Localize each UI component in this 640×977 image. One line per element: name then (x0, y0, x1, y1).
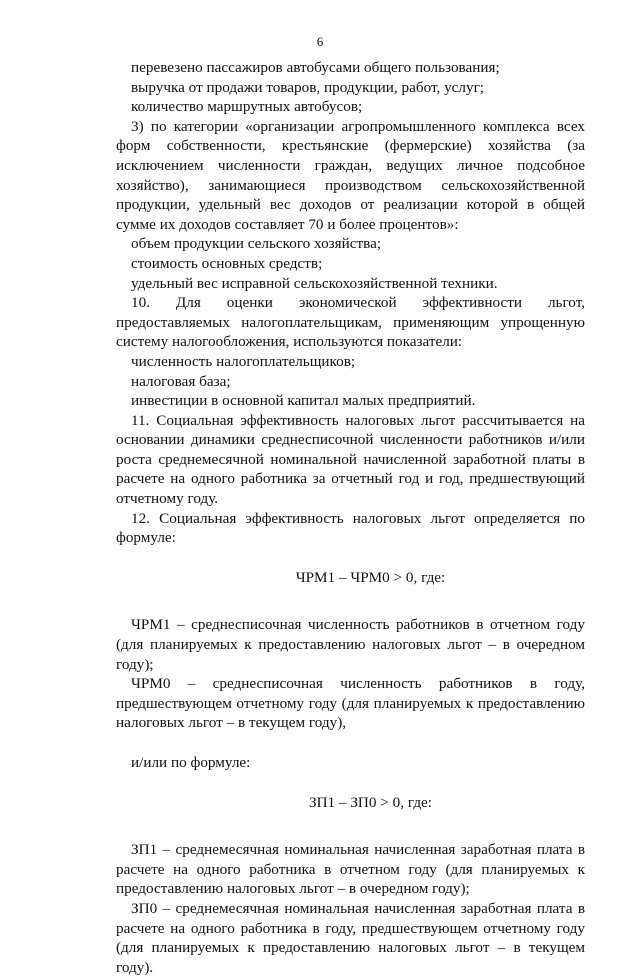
page-number: 6 (316, 34, 324, 49)
formula-intro: и/или по формуле: (131, 754, 251, 771)
list-item: удельный вес исправной сельскохозяйственной техники. (131, 274, 498, 292)
formula: ЧРМ1 – ЧРМ0 > 0, где: (295, 568, 446, 586)
paragraph: 11. Социальная эффективность налоговых льгот рассчитывается на основании динамики среднесписочной численности работников и/или роста среднемесячной номинальной начисленной заработной платы в расчете на одного работника за отчетный год и год, предшествующий отчетному году. (116, 411, 585, 508)
list-item: инвестиции в основной капитал малых предприятий. (131, 392, 476, 410)
list-item: налоговая база; (131, 372, 231, 390)
list-item: количество маршрутных автобусов; (131, 98, 363, 116)
paragraph: 10. Для оценки экономической эффективности льгот, предоставляемых налогоплательщикам, применяющим упрощенную систему налогообложения, используются показатели: (116, 294, 585, 351)
formula: ЗП1 – ЗП0 > 0, где: (308, 793, 433, 811)
list-item: стоимость основных средств; (131, 254, 323, 272)
list-item: перевезено пассажиров автобусами общего пользования; (131, 59, 500, 76)
definition: ЗП0 – среднемесячная номинальная начисленная заработная плата в расчете на одного работника в году, предшествующем отчетному году (для планируемых к предоставлению налоговых льгот – в текущем году). (116, 899, 585, 976)
document-body (116, 58, 585, 977)
definition: ЧРМ0 – среднесписочная численность работников в году, предшествующем отчетному году (для планируемых к предоставлению налоговых льгот – в текущем году), (116, 675, 585, 732)
list-item: численность налогоплательщиков; (131, 352, 356, 370)
definition: ЗП1 – среднемесячная номинальная начисленная заработная плата в расчете на одного работника в отчетном году (для планируемых к предоставлению налоговых льгот – в очередном году); (116, 841, 585, 898)
definition: ЧРМ1 – среднесписочная численность работников в отчетном году (для планируемых к предоставлению налоговых льгот – в очередном году); (116, 616, 585, 673)
paragraph: 12. Социальная эффективность налоговых льгот определяется по формуле: (116, 509, 585, 547)
paragraph: 3) по категории «организации агропромышленного комплекса всех форм собственности, крестьянские (фермерские) хозяйства (за исключением численности граждан, ведущих личное подсобное хозяйство), занимающиеся производством сельскохозяйственной продукции, удельный вес доходов от реализации которой в общей сумме их доходов составляет 70 и более процентов»: (116, 117, 585, 233)
list-item: объем продукции сельского хозяйства; (131, 235, 382, 253)
list-item: выручка от продажи товаров, продукции, работ, услуг; (131, 78, 485, 96)
